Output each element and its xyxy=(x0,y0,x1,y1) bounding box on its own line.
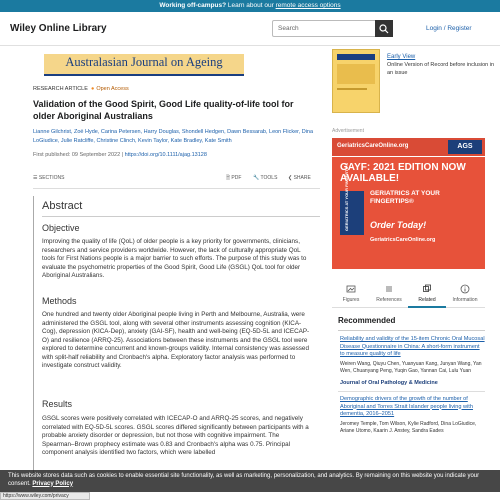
pdf-label: PDF xyxy=(231,175,242,181)
sections-button[interactable] xyxy=(33,175,64,181)
ad-org-logo: AGS xyxy=(448,140,482,154)
privacy-policy-link[interactable]: Privacy Policy xyxy=(32,480,74,487)
journal-banner[interactable] xyxy=(44,52,244,76)
tab-figures[interactable] xyxy=(332,280,370,308)
objective-text: Improving the quality of life (QoL) of older people is a key priority for governments, clinicians, researchers and service providers worldwide. However, the lack of culturally appropriate QoL tools for First Nations people is a major barrier to such efforts. The purpose of this study was to evaluate the psychometric properties of the Good Spirit, Good Life (GSGL) QoL tool for older Aboriginal Australians. xyxy=(42,238,307,279)
publication-info: First published: 09 September 2022 | https://doi.org/10.1111/ajag.13128 xyxy=(33,152,207,158)
banner-lead: Working off-campus? xyxy=(159,2,227,9)
sidebar-tabs xyxy=(332,280,485,308)
journal-name: Australasian Journal on Ageing xyxy=(65,55,223,69)
recommended-item xyxy=(340,336,485,386)
ad-headline: GAYF: 2021 EDITION NOW AVAILABLE! xyxy=(340,162,466,184)
early-view-link[interactable]: Early View xyxy=(387,54,416,60)
share-label: SHARE xyxy=(293,175,311,181)
tools-button[interactable] xyxy=(253,175,277,181)
recommended-item xyxy=(340,396,485,435)
journal-cover[interactable] xyxy=(332,49,380,113)
ad-book-image xyxy=(340,162,364,235)
share-button[interactable] xyxy=(288,175,311,181)
sections-icon: ☰ xyxy=(33,175,38,181)
recommended-authors: Weiren Wang, Qiuyu Chen, Yuanyuan Kang, Junyan Wang, Yan Wen, Chuanyang Peng, Yuqin Gao, Yannan Cai, Lulu Yuan xyxy=(340,360,482,374)
abstract-section xyxy=(34,196,320,476)
issue-panel xyxy=(332,47,494,119)
search-button[interactable] xyxy=(375,20,393,37)
search-icon xyxy=(379,24,389,34)
site-logo[interactable]: Wiley Online Library xyxy=(10,23,107,34)
pdf-icon: 🗎 xyxy=(226,175,231,181)
article-title: Validation of the Good Spirit, Good Life quality-of-life tool for older Aboriginal Australians xyxy=(33,99,294,121)
info-icon xyxy=(460,284,470,294)
remote-access-banner xyxy=(0,0,500,12)
tab-information-label: Information xyxy=(452,297,478,303)
cover-band xyxy=(337,54,375,60)
author-list[interactable]: Lianne Gilchrist, Zoë Hyde, Carina Petersen, Harry Douglas, Shondell Hedgen, Dawn Bessarab, Leon Flicker, Dina LoGiudice, Julie Ratcliffe, Christine Clinch, Kevin Taylor, Kate Bradley, Kate Smith xyxy=(33,129,314,144)
open-access-badge: ● Open Access xyxy=(91,86,129,92)
banner-text: Learn about our xyxy=(226,2,276,9)
cookie-banner xyxy=(0,470,500,492)
cover-block xyxy=(337,64,375,84)
list-icon xyxy=(384,284,394,294)
search-input[interactable]: Search xyxy=(272,20,393,37)
advertisement-label: Advertisement xyxy=(332,128,364,134)
share-icon: ❮ xyxy=(288,175,293,181)
tab-references[interactable] xyxy=(370,280,408,308)
methods-text: One hundred and twenty older Aboriginal people living in Perth and Melbourne, Australia, were administered the GSGL tool, along with several other instruments assessing cognition (KICA-Cog), depression (KICA-Dep), anxiety (GAI-SF), health and well-being (EQ-5D-5L and ICECAP-O) and resilience (ARRQ-25). Associations between these instruments and the GSGL tool were explored to determine concurrent and known-groups validity. Internal consistency was assessed with split-half reliability and Cronbach's alpha. Exploratory factor analysis was performed to investigate construct validity. xyxy=(42,311,310,369)
abstract-heading: Abstract xyxy=(42,200,83,212)
remote-access-link[interactable]: remote access options xyxy=(275,2,341,9)
recommended-journal[interactable]: Journal of Oral Pathology & Medicine xyxy=(340,379,438,386)
abstract-divider xyxy=(42,216,320,217)
ad-tagline: GERIATRICS AT YOUR FINGERTIPS® xyxy=(370,190,440,205)
ad-url-top: GeriatricsCareOnline.org xyxy=(337,143,409,149)
recommended-title-link[interactable]: Reliability and validity of the 15-item Chronic Oral Mucosal Disease Questionnaire in China: A short-form instrument to measure quality of life xyxy=(340,336,485,357)
ad-banner-body[interactable] xyxy=(332,157,485,269)
toolbar-divider xyxy=(33,188,320,189)
recommended-title-link[interactable]: Demographic drivers of the growth of the number of Aboriginal and Torres Strait Islander people living with dementia, 2016–2051 xyxy=(340,396,473,417)
results-text: GSGL scores were positively correlated with ICECAP-O and ARRQ-25 scores, and negatively correlated with EQ-5D-5L scores. GSGL scores differed significantly between participants with a probable anxiety disorder or depression, but not those with cognitive impairment. The Spearman–Brown prophecy estimate was 0.83 and Cronbach's alpha was 0.75. Principal component analysis identified two factors, which were labelled xyxy=(42,415,309,456)
journal-banner-rule xyxy=(44,74,244,76)
wrench-icon: 🔧 xyxy=(253,175,260,181)
tab-figures-label: Figures xyxy=(342,297,360,303)
first-published: First published: 09 September 2022 xyxy=(33,152,121,158)
recommended-authors: Jeromey Temple, Tom Wilson, Kylie Radford, Dina LoGiudice, Ariane Utomo, Kaarin J. Anstey, Sandra Eades xyxy=(340,420,477,434)
tab-references-label: References xyxy=(376,297,402,303)
tools-label: TOOLS xyxy=(260,175,278,181)
ad-order-text: Order Today! xyxy=(370,220,427,230)
recommended-heading: Recommended xyxy=(338,316,396,325)
results-heading: Results xyxy=(42,399,73,409)
cover-line xyxy=(337,88,367,90)
ad-url-bottom: GeriatricsCareOnline.org xyxy=(370,237,436,243)
tab-related[interactable] xyxy=(408,280,446,308)
cookie-text: This website stores data such as cookies to enable essential site functionality, as well as marketing, personalization, and analytics. By remaining on this website you indicate your consent. xyxy=(8,473,480,487)
ad-book-title: GERIATRICS AT YOUR FINGERTIPS xyxy=(344,162,349,231)
article-toolbar xyxy=(33,173,320,185)
pdf-button[interactable] xyxy=(226,175,241,183)
article-type: RESEARCH ARTICLE xyxy=(33,86,88,92)
recommended-separator xyxy=(338,391,485,392)
early-view-description: Online Version of Record before inclusion in an issue xyxy=(387,62,495,76)
site-header xyxy=(0,12,500,46)
related-icon xyxy=(422,284,432,294)
browser-status-bar: https://www.wiley.com/privacy xyxy=(0,492,90,500)
image-icon xyxy=(346,284,356,294)
doi-link[interactable]: https://doi.org/10.1111/ajag.13128 xyxy=(124,152,207,158)
methods-heading: Methods xyxy=(42,296,77,306)
sections-label: SECTIONS xyxy=(38,175,65,181)
objective-heading: Objective xyxy=(42,223,80,233)
recommended-divider xyxy=(338,330,485,331)
tab-related-label: Related xyxy=(418,297,436,303)
tab-information[interactable] xyxy=(446,280,484,308)
login-register-link[interactable]: Login / Register xyxy=(426,25,472,32)
ad-banner-top[interactable] xyxy=(332,138,485,156)
